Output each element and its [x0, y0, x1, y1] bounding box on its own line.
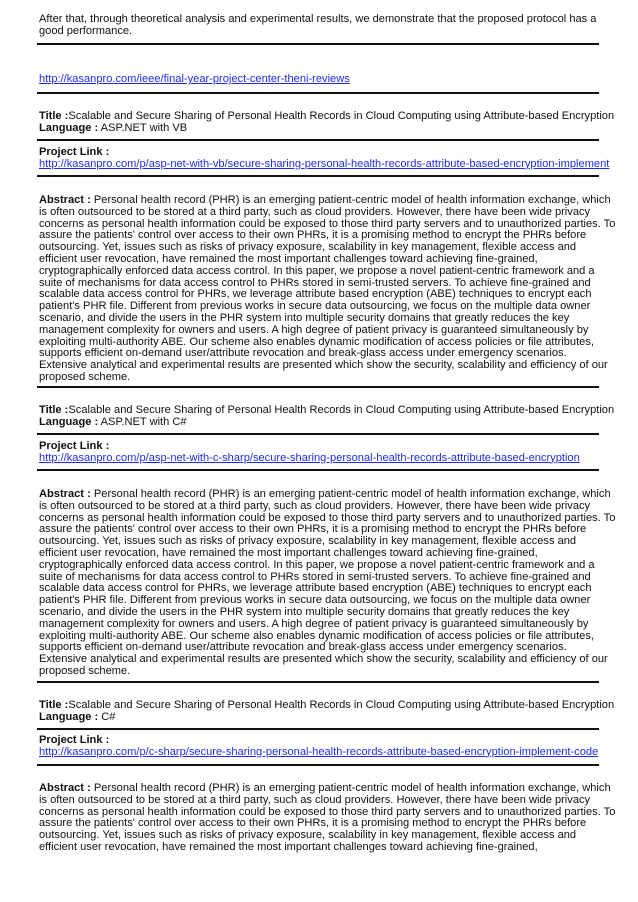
abstract-line: efficient user revocation, have remained the most important challenges toward achieving fine-grained, [39, 840, 538, 853]
abstract-line: cryptographically enforced data access control. In this paper, we propose a novel patient-centric framework and a [39, 264, 595, 277]
abstract-line: scenario, and divide the users in the PHR system into multiple security domains that greatly reduces the key [39, 605, 570, 618]
abstract-line: suite of mechanisms for data access control to PHRs stored in semi-trusted servers. To achieve fine-grained and [39, 570, 591, 583]
abstract-line: scenario, and divide the users in the PHR system into multiple security domains that greatly reduces the key [39, 311, 570, 324]
language-value: ASP.NET with C# [100, 415, 187, 428]
entry-language [39, 123, 602, 135]
abstract-line: suite of mechanisms for data access control to PHRs stored in semi-trusted servers. To achieve fine-grained and [39, 276, 591, 289]
divider [37, 728, 599, 730]
abstract-line: is often outsourced to be stored at a third party, such as cloud providers. However, there have been wide privacy [39, 793, 591, 806]
entry-3-header [39, 699, 615, 724]
abstract-line: outsourcing. Yet, issues such as risks of privacy exposure, scalability in key management, flexible access and [39, 829, 577, 842]
abstract-line: assure the patients' control over access to their own PHRs, it is a promising method to encrypt the PHRs before [39, 817, 587, 830]
abstract-line: efficient user revocation, have remained the most important challenges toward achieving fine-grained, [39, 546, 538, 559]
abstract-label: Abstract : [39, 782, 91, 794]
abstract-line: concerns as personal health information could be exposed to those third party servers and to unauthorized parties. To [39, 217, 616, 230]
entry-1-project-link [39, 146, 610, 171]
abstract-text: Personal health record (PHR) is an emerging patient-centric model of health information exchange, which [93, 194, 611, 206]
text-line: After that, through theoretical analysis and experimental results, we demonstrate that the proposed protocol has a [39, 13, 597, 25]
divider [37, 386, 599, 388]
title-label: Title : [39, 110, 69, 122]
abstract-line: concerns as personal health information could be exposed to those third party servers and to unauthorized parties. To [39, 511, 616, 524]
abstract-line: Extensive analytical and experimental results are presented which show the security, scalability and efficiency of our [39, 653, 608, 666]
abstract-line: is often outsourced to be stored at a third party, such as cloud providers. However, there have been wide privacy [39, 499, 591, 512]
title-value: Scalable and Secure Sharing of Personal Health Records in Cloud Computing using Attribute-based Encryption [68, 699, 615, 711]
abstract-line: management complexity for owners and users. A high degree of patient privacy is guaranteed simultaneously by [39, 617, 589, 630]
abstract-line: supports efficient on-demand user/attribute revocation and break-glass access under emergency scenarios. [39, 347, 567, 360]
divider [37, 433, 599, 435]
divider [37, 175, 599, 177]
abstract-line: outsourcing. Yet, issues such as risks of privacy exposure, scalability in key management, flexible access and [39, 535, 577, 548]
abstract-text: Personal health record (PHR) is an emerging patient-centric model of health information exchange, which [93, 488, 611, 500]
entry-language [39, 417, 602, 429]
abstract-line: concerns as personal health information could be exposed to those third party servers and to unauthorized parties. To [39, 805, 616, 818]
project-link[interactable]: http://kasanpro.com/p/c-sharp/secure-sharing-personal-health-records-attribute-based-encryption-implement-code [39, 745, 599, 758]
abstract-line: assure the patients' control over access to their own PHRs, it is a promising method to encrypt the PHRs before [39, 523, 587, 536]
abstract-line: management complexity for owners and users. A high degree of patient privacy is guaranteed simultaneously by [39, 323, 589, 336]
entry-2-header [39, 404, 615, 429]
abstract-label: Abstract : [39, 488, 91, 500]
language-label: Language : [39, 710, 99, 723]
abstract-line: patient's PHR file. Different from previous works in secure data outsourcing, we focus on the multiple data owner [39, 594, 591, 607]
intro-paragraph [39, 14, 602, 38]
abstract-line: exploiting multi-authority ABE. Our scheme also enables dynamic modification of access policies or file attributes, [39, 335, 594, 348]
abstract-line: assure the patients' control over access to their own PHRs, it is a promising method to encrypt the PHRs before [39, 229, 587, 242]
entry-2-abstract [39, 488, 616, 678]
abstract-line: supports efficient on-demand user/attribute revocation and break-glass access under emergency scenarios. [39, 641, 567, 654]
entry-3-project-link [39, 735, 602, 759]
abstract-line: is often outsourced to be stored at a third party, such as cloud providers. However, there have been wide privacy [39, 205, 591, 218]
project-link-label: Project Link : [39, 440, 110, 452]
abstract-line: exploiting multi-authority ABE. Our scheme also enables dynamic modification of access policies or file attributes, [39, 629, 594, 642]
text-line: good performance. [39, 24, 133, 37]
abstract-line: scalable data access control for PHRs, we leverage attribute based encryption (ABE) techniques to encrypt each [39, 288, 592, 301]
entry-language [39, 712, 602, 724]
divider [37, 764, 599, 766]
divider [37, 43, 599, 45]
divider [37, 681, 599, 683]
divider [37, 92, 599, 94]
abstract-line: proposed scheme. [39, 370, 131, 383]
project-link[interactable]: http://kasanpro.com/p/asp-net-with-vb/secure-sharing-personal-health-records-attribute-based-encryption-implement [39, 157, 610, 170]
project-link-label: Project Link : [39, 734, 110, 746]
abstract-line: Extensive analytical and experimental results are presented which show the security, scalability and efficiency of our [39, 359, 608, 372]
abstract-line: outsourcing. Yet, issues such as risks of privacy exposure, scalability in key management, flexible access and [39, 241, 577, 254]
title-label: Title : [39, 404, 69, 416]
language-value: ASP.NET with VB [100, 121, 188, 134]
entry-title [39, 699, 615, 712]
title-value: Scalable and Secure Sharing of Personal Health Records in Cloud Computing using Attribute-based Encryption [68, 110, 615, 122]
entry-2-project-link [39, 441, 602, 465]
project-link-label: Project Link : [39, 146, 110, 158]
entry-1-header [39, 110, 615, 135]
title-value: Scalable and Secure Sharing of Personal Health Records in Cloud Computing using Attribute-based Encryption [68, 404, 615, 416]
abstract-line: patient's PHR file. Different from previous works in secure data outsourcing, we focus on the multiple data owner [39, 300, 591, 313]
entry-1-abstract [39, 194, 616, 384]
abstract-text: Personal health record (PHR) is an emerging patient-centric model of health information exchange, which [93, 782, 611, 794]
project-link[interactable]: http://kasanpro.com/p/asp-net-with-c-sharp/secure-sharing-personal-health-records-attribute-based-encryption [39, 451, 580, 464]
language-value: C# [101, 710, 116, 723]
divider [37, 469, 599, 471]
abstract-line: proposed scheme. [39, 664, 131, 677]
language-label: Language : [39, 415, 99, 428]
abstract-line: efficient user revocation, have remained the most important challenges toward achieving fine-grained, [39, 252, 538, 265]
divider [37, 139, 599, 141]
title-label: Title : [39, 699, 69, 711]
abstract-label: Abstract : [39, 194, 91, 206]
language-label: Language : [39, 121, 99, 134]
abstract-line: scalable data access control for PHRs, we leverage attribute based encryption (ABE) techniques to encrypt each [39, 582, 592, 595]
entry-3-abstract [39, 782, 616, 854]
reviews-link[interactable]: http://kasanpro.com/ieee/final-year-project-center-theni-reviews [39, 73, 350, 85]
abstract-line: cryptographically enforced data access control. In this paper, we propose a novel patient-centric framework and a [39, 558, 595, 571]
